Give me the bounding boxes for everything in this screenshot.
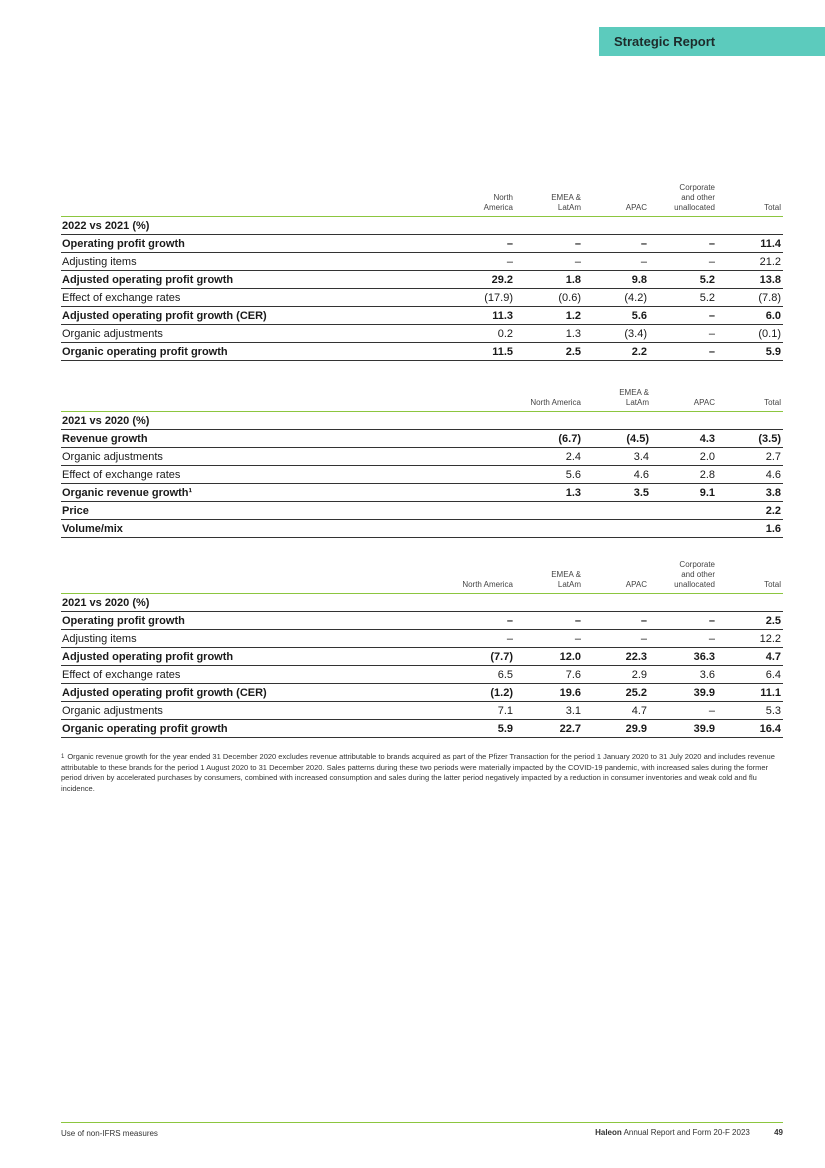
table-2022-vs-2021-operating-profit — [61, 183, 783, 361]
cell-value: 1.3 — [483, 484, 583, 502]
table-row — [61, 684, 783, 702]
table-row — [61, 448, 783, 466]
cell-value: 4.6 — [717, 466, 783, 484]
cell-value — [483, 502, 583, 520]
cell-value: 5.2 — [649, 271, 717, 289]
cell-value: 9.8 — [583, 271, 649, 289]
column-header: Total — [717, 388, 783, 412]
cell-value: 2.7 — [717, 448, 783, 466]
cell-value: 1.8 — [515, 271, 583, 289]
cell-value: 9.1 — [651, 484, 717, 502]
cell-value — [515, 594, 583, 612]
table-row — [61, 466, 783, 484]
cell-value: – — [649, 612, 717, 630]
row-label: Organic revenue growth¹ — [61, 484, 483, 502]
row-label: Adjusted operating profit growth (CER) — [61, 684, 415, 702]
cell-value — [583, 412, 651, 430]
cell-value: 11.5 — [415, 343, 515, 361]
row-label: Organic adjustments — [61, 702, 415, 720]
cell-value: 25.2 — [583, 684, 649, 702]
table-row — [61, 430, 783, 448]
row-label: Effect of exchange rates — [61, 666, 415, 684]
cell-value: 29.2 — [415, 271, 515, 289]
cell-value: – — [649, 253, 717, 271]
cell-value — [583, 520, 651, 538]
section-header-row — [61, 217, 783, 235]
cell-value: – — [649, 702, 717, 720]
cell-value: – — [415, 253, 515, 271]
table-row — [61, 720, 783, 738]
cell-value: (0.6) — [515, 289, 583, 307]
table-row — [61, 253, 783, 271]
column-header: APAC — [583, 560, 649, 594]
table-row — [61, 630, 783, 648]
row-label: Adjusted operating profit growth (CER) — [61, 307, 415, 325]
cell-value — [415, 594, 515, 612]
cell-value — [515, 217, 583, 235]
cell-value: 2.5 — [515, 343, 583, 361]
cell-value: 7.6 — [515, 666, 583, 684]
column-header: Corporate and other unallocated — [649, 560, 717, 594]
cell-value: 5.2 — [649, 289, 717, 307]
cell-value: (3.5) — [717, 430, 783, 448]
cell-value: 5.3 — [717, 702, 783, 720]
table-row — [61, 307, 783, 325]
row-label: Organic operating profit growth — [61, 720, 415, 738]
row-label: Effect of exchange rates — [61, 466, 483, 484]
cell-value — [717, 412, 783, 430]
row-label: 2021 vs 2020 (%) — [61, 412, 483, 430]
column-header-label — [61, 388, 483, 412]
table-header-row — [61, 183, 783, 217]
cell-value: 6.4 — [717, 666, 783, 684]
cell-value: 3.1 — [515, 702, 583, 720]
cell-value: – — [515, 612, 583, 630]
column-header: Total — [717, 560, 783, 594]
cell-value: 39.9 — [649, 684, 717, 702]
cell-value: 11.4 — [717, 235, 783, 253]
cell-value — [717, 217, 783, 235]
column-header-label — [61, 183, 415, 217]
cell-value: 13.8 — [717, 271, 783, 289]
row-label: Organic operating profit growth — [61, 343, 415, 361]
section-header-row — [61, 412, 783, 430]
table-row — [61, 484, 783, 502]
cell-value: 22.3 — [583, 648, 649, 666]
footer-section-label: Use of non-IFRS measures — [61, 1129, 158, 1138]
cell-value: 2.2 — [717, 502, 783, 520]
cell-value: 2.0 — [651, 448, 717, 466]
cell-value: 39.9 — [649, 720, 717, 738]
cell-value: (17.9) — [415, 289, 515, 307]
table-row — [61, 235, 783, 253]
cell-value: 3.6 — [649, 666, 717, 684]
table-header-row — [61, 560, 783, 594]
cell-value — [483, 412, 583, 430]
cell-value: – — [583, 235, 649, 253]
table-row — [61, 343, 783, 361]
cell-value: (1.2) — [415, 684, 515, 702]
row-label: Price — [61, 502, 483, 520]
column-header: Total — [717, 183, 783, 217]
cell-value: – — [515, 235, 583, 253]
section-tag: Strategic Report — [599, 27, 825, 56]
column-header: North America — [415, 183, 515, 217]
cell-value — [583, 594, 649, 612]
footer-brand: Haleon — [595, 1128, 622, 1137]
table-2021-vs-2020-operating-profit — [61, 560, 783, 738]
cell-value: 2.5 — [717, 612, 783, 630]
cell-value: 3.4 — [583, 448, 651, 466]
cell-value — [651, 520, 717, 538]
cell-value — [483, 520, 583, 538]
row-label: Revenue growth — [61, 430, 483, 448]
cell-value: – — [415, 630, 515, 648]
cell-value: 4.7 — [583, 702, 649, 720]
cell-value: (4.5) — [583, 430, 651, 448]
footnote — [61, 752, 783, 794]
table-row — [61, 271, 783, 289]
table-row — [61, 612, 783, 630]
cell-value: – — [515, 630, 583, 648]
cell-value: 1.2 — [515, 307, 583, 325]
column-header: APAC — [651, 388, 717, 412]
cell-value: 4.7 — [717, 648, 783, 666]
cell-value: 2.8 — [651, 466, 717, 484]
cell-value: 19.6 — [515, 684, 583, 702]
cell-value: – — [515, 253, 583, 271]
cell-value: (7.7) — [415, 648, 515, 666]
cell-value: 1.6 — [717, 520, 783, 538]
cell-value: 21.2 — [717, 253, 783, 271]
cell-value: 12.0 — [515, 648, 583, 666]
cell-value: – — [649, 630, 717, 648]
cell-value: 11.3 — [415, 307, 515, 325]
cell-value: 2.4 — [483, 448, 583, 466]
cell-value — [583, 502, 651, 520]
column-header: EMEA & LatAm — [515, 183, 583, 217]
row-label: Adjusted operating profit growth — [61, 271, 415, 289]
cell-value: 6.5 — [415, 666, 515, 684]
cell-value: 4.3 — [651, 430, 717, 448]
cell-value: – — [649, 325, 717, 343]
cell-value: – — [649, 307, 717, 325]
cell-value: 0.2 — [415, 325, 515, 343]
cell-value: 2.2 — [583, 343, 649, 361]
cell-value: (4.2) — [583, 289, 649, 307]
footnote-text: Organic revenue growth for the year ended 31 December 2020 excludes revenue attributable to brands acquired as part of the Pfizer Transaction for the period 1 January 2020 to 31 July 2020 and includes revenue attributable to these brands for the period 1 August 2020 to 31 December 2020. Sales patterns during these two periods were materially impacted by the COVID-19 pandemic, with increased sales during the former period driven by accelerated purchases by consumers, combined with increased consumption and sales during the latter period negatively impacted by a reduction in consumer inventories and weak cold and flu incidence. — [61, 752, 775, 793]
cell-value: 7.1 — [415, 702, 515, 720]
table-row — [61, 289, 783, 307]
cell-value: – — [649, 343, 717, 361]
table-header-row — [61, 388, 783, 412]
row-label: Organic adjustments — [61, 448, 483, 466]
column-header: North America — [483, 388, 583, 412]
row-label: 2021 vs 2020 (%) — [61, 594, 415, 612]
page-number: 49 — [774, 1128, 783, 1137]
row-label: Effect of exchange rates — [61, 289, 415, 307]
column-header: North America — [415, 560, 515, 594]
cell-value: – — [583, 612, 649, 630]
cell-value: 6.0 — [717, 307, 783, 325]
cell-value: – — [583, 253, 649, 271]
table-row — [61, 502, 783, 520]
footer-divider — [61, 1122, 783, 1123]
cell-value: (7.8) — [717, 289, 783, 307]
cell-value — [651, 412, 717, 430]
table-row — [61, 648, 783, 666]
cell-value: (3.4) — [583, 325, 649, 343]
cell-value: 5.6 — [483, 466, 583, 484]
cell-value: – — [649, 235, 717, 253]
row-label: Volume/mix — [61, 520, 483, 538]
cell-value: 3.8 — [717, 484, 783, 502]
row-label: 2022 vs 2021 (%) — [61, 217, 415, 235]
cell-value: (0.1) — [717, 325, 783, 343]
row-label: Operating profit growth — [61, 612, 415, 630]
cell-value — [415, 217, 515, 235]
cell-value — [649, 217, 717, 235]
cell-value: – — [583, 630, 649, 648]
row-label: Organic adjustments — [61, 325, 415, 343]
column-header: Corporate and other unallocated — [649, 183, 717, 217]
cell-value: 11.1 — [717, 684, 783, 702]
cell-value: 16.4 — [717, 720, 783, 738]
section-header-row — [61, 594, 783, 612]
cell-value: – — [415, 235, 515, 253]
table-row — [61, 325, 783, 343]
cell-value: 5.6 — [583, 307, 649, 325]
cell-value: 29.9 — [583, 720, 649, 738]
column-header: EMEA & LatAm — [515, 560, 583, 594]
cell-value: (6.7) — [483, 430, 583, 448]
footnote-marker: 1 — [61, 754, 65, 760]
footer-report-title: Annual Report and Form 20-F 2023 — [623, 1128, 750, 1137]
cell-value: – — [415, 612, 515, 630]
cell-value: 22.7 — [515, 720, 583, 738]
cell-value — [717, 594, 783, 612]
cell-value: 5.9 — [717, 343, 783, 361]
cell-value: 5.9 — [415, 720, 515, 738]
footer-report-info — [595, 1128, 783, 1137]
table-2021-vs-2020-revenue — [61, 388, 783, 538]
table-row — [61, 666, 783, 684]
column-header: APAC — [583, 183, 649, 217]
cell-value — [649, 594, 717, 612]
column-header-label — [61, 560, 415, 594]
row-label: Operating profit growth — [61, 235, 415, 253]
cell-value: 2.9 — [583, 666, 649, 684]
column-header: EMEA & LatAm — [583, 388, 651, 412]
cell-value: 1.3 — [515, 325, 583, 343]
cell-value: 3.5 — [583, 484, 651, 502]
cell-value: 36.3 — [649, 648, 717, 666]
cell-value: 4.6 — [583, 466, 651, 484]
table-row — [61, 702, 783, 720]
cell-value — [651, 502, 717, 520]
cell-value: 12.2 — [717, 630, 783, 648]
row-label: Adjusted operating profit growth — [61, 648, 415, 666]
cell-value — [583, 217, 649, 235]
row-label: Adjusting items — [61, 253, 415, 271]
row-label: Adjusting items — [61, 630, 415, 648]
table-row — [61, 520, 783, 538]
